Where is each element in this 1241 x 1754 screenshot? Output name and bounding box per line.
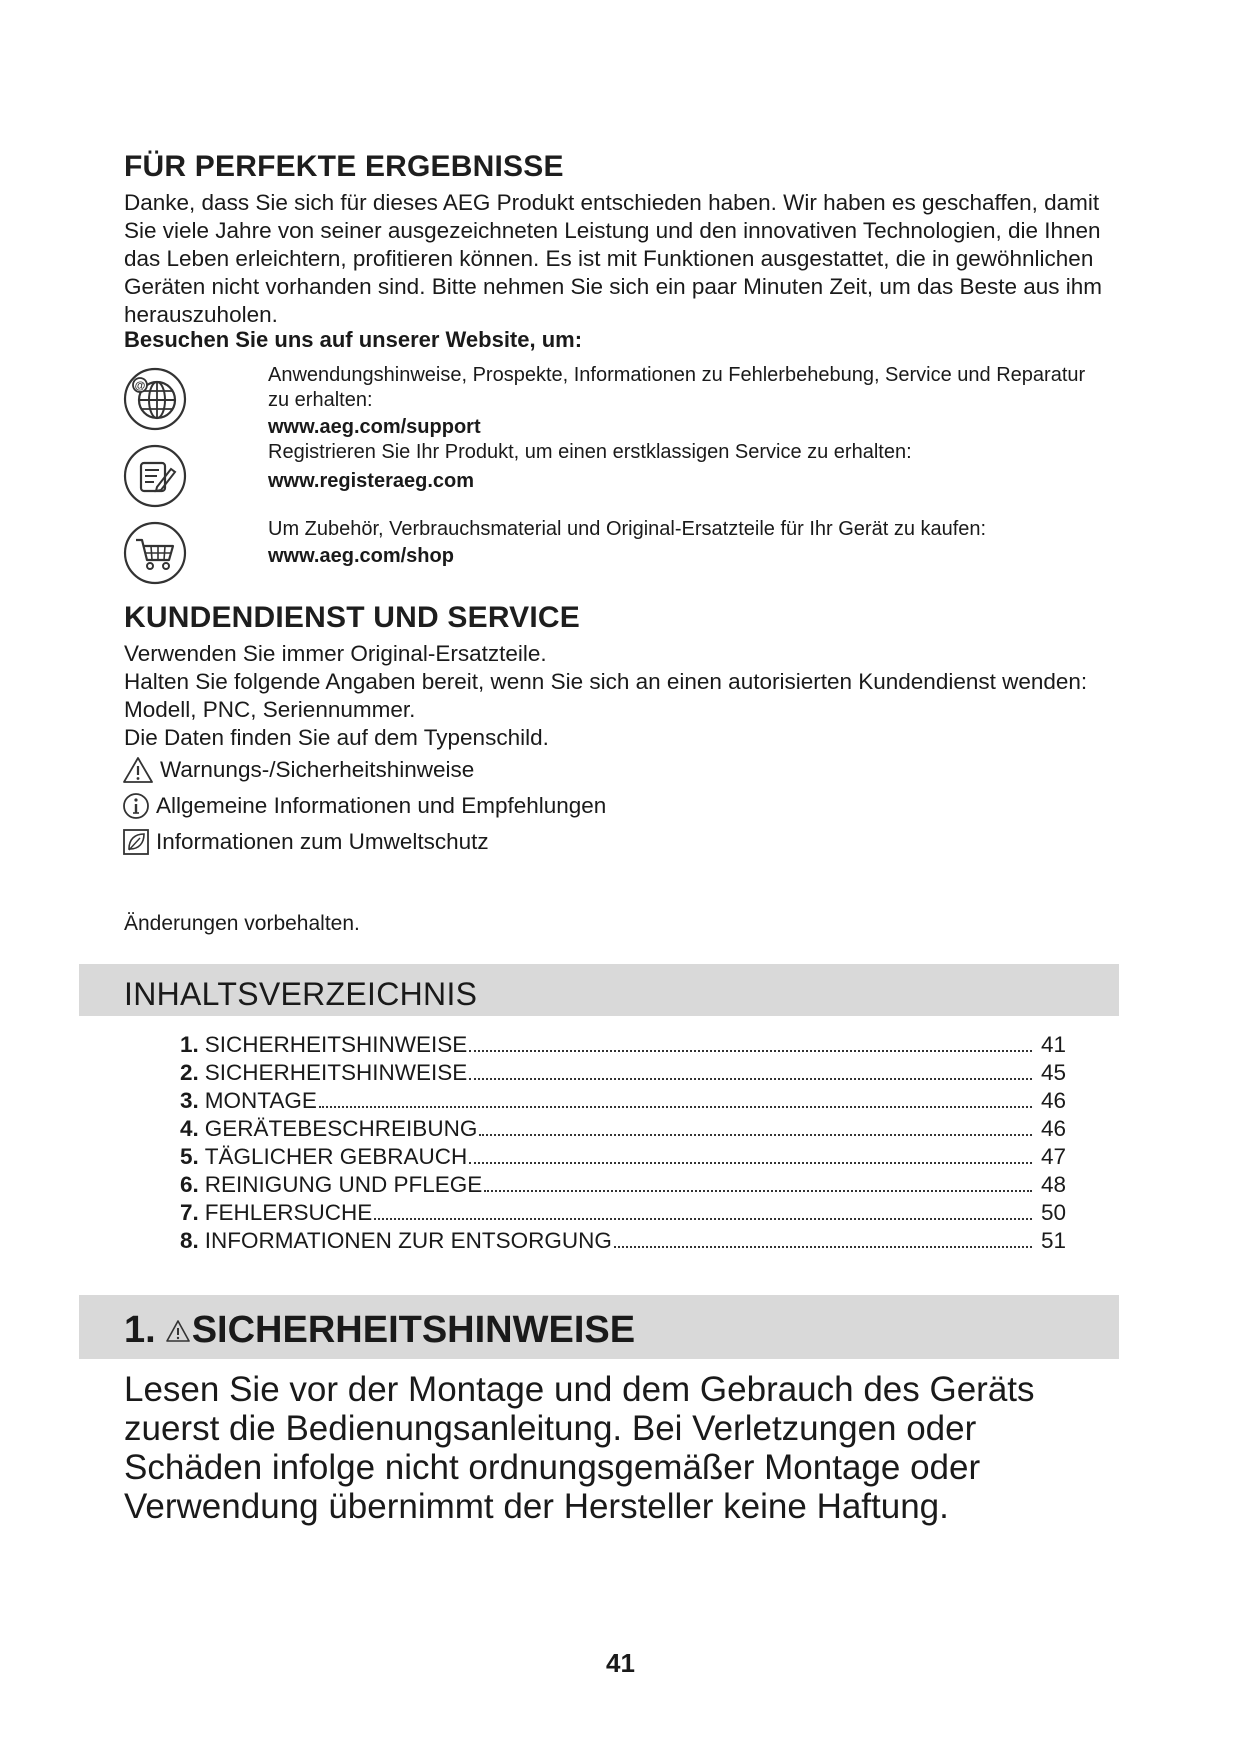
toc-entry-page: 50 [1040, 1200, 1066, 1225]
intro-paragraph: Danke, dass Sie sich für dieses AEG Produkt entschieden haben. Wir haben es geschaffen, damit Sie viele Jahre von seiner ausgezeichneten Leistung und den innovativen Technologien, die Ihnen das Leben erleichtern, profitieren können. Es ist mit Funktionen ausgestattet, die in gewöhnlichen Geräten nicht vorhanden sind. Bitte nehmen Sie sich ein paar Minuten Zeit, um das Beste aus ihm herauszuholen. [124, 190, 1103, 327]
toc-entry-label: REINIGUNG UND PFLEGE [204, 1172, 483, 1197]
toc-leader [469, 1049, 1032, 1052]
perfect-results-heading: FÜR PERFEKTE ERGEBNISSE [124, 150, 564, 183]
toc-entry-number: 8. [180, 1228, 199, 1253]
toc-entry-number: 3. [180, 1088, 199, 1113]
toc-title: INHALTSVERZEICHNIS [124, 976, 478, 1012]
toc-list [180, 1032, 1066, 1256]
section1-number: 1. [124, 1309, 156, 1351]
toc-leader [469, 1077, 1032, 1080]
toc-entry-number: 4. [180, 1116, 199, 1141]
shop-link[interactable]: www.aeg.com/shop [268, 545, 454, 567]
shop-item [268, 517, 1098, 569]
toc-entry[interactable] [180, 1060, 1066, 1088]
toc-entry-number: 1. [180, 1032, 199, 1057]
register-link[interactable]: www.registeraeg.com [268, 470, 474, 492]
shopping-cart-icon [122, 520, 188, 586]
toc-entry-label: INFORMATIONEN ZUR ENTSORGUNG [204, 1228, 612, 1253]
customer-service-text [124, 640, 1124, 752]
toc-entry[interactable] [180, 1228, 1066, 1256]
legend-warning-label: Warnungs-/Sicherheitshinweise [160, 757, 475, 782]
warning-icon [122, 756, 154, 784]
customer-service-heading: KUNDENDIENST UND SERVICE [124, 601, 580, 634]
globe-icon [122, 366, 188, 432]
toc-entry-page: 45 [1040, 1060, 1066, 1085]
toc-leader [484, 1189, 1032, 1192]
register-icon [122, 443, 188, 509]
toc-entry-label: SICHERHEITSHINWEISE [204, 1032, 468, 1057]
section1-heading [124, 1309, 635, 1352]
toc-leader [614, 1245, 1032, 1248]
toc-entry-label: TÄGLICHER GEBRAUCH [204, 1144, 468, 1169]
register-text: Registrieren Sie Ihr Produkt, um einen erstklassigen Service zu erhalten: [268, 441, 912, 463]
shop-text: Um Zubehör, Verbrauchsmaterial und Original-Ersatzteile für Ihr Gerät zu kaufen: [268, 518, 987, 540]
toc-leader [374, 1217, 1032, 1220]
toc-entry-page: 41 [1040, 1032, 1066, 1057]
toc-entry-label: SICHERHEITSHINWEISE [204, 1060, 468, 1085]
toc-leader [319, 1105, 1032, 1108]
toc-entry[interactable] [180, 1200, 1066, 1228]
support-text: Anwendungshinweise, Prospekte, Informationen zu Fehlerbehebung, Service und Reparatur zu erhalten: [268, 364, 1086, 411]
service-line-2: Halten Sie folgende Angaben bereit, wenn Sie sich an einen autorisierten Kundendienst wenden: Modell, PNC, Seriennummer. [124, 669, 1088, 722]
toc-entry-page: 46 [1040, 1088, 1066, 1113]
legend-info [122, 790, 606, 822]
service-line-3: Die Daten finden Sie auf dem Typenschild. [124, 725, 549, 750]
website-prompt: Besuchen Sie uns auf unserer Website, um: [124, 327, 583, 352]
warning-icon [166, 1319, 190, 1343]
toc-entry[interactable] [180, 1172, 1066, 1200]
toc-entry-number: 6. [180, 1172, 199, 1197]
legend-environment-label: Informationen zum Umweltschutz [156, 829, 489, 854]
toc-entry[interactable] [180, 1144, 1066, 1172]
toc-entry-number: 7. [180, 1200, 199, 1225]
legend-info-label: Allgemeine Informationen und Empfehlungen [156, 793, 607, 818]
toc-entry-page: 47 [1040, 1144, 1066, 1169]
toc-entry[interactable] [180, 1088, 1066, 1116]
info-icon [122, 792, 150, 820]
toc-entry-number: 2. [180, 1060, 199, 1085]
changes-note: Änderungen vorbehalten. [124, 912, 360, 935]
section1-body: Lesen Sie vor der Montage und dem Gebrauch des Geräts zuerst die Bedienungsanleitung. Bei Verletzungen oder Schäden infolge nicht ordnungsgemäßer Montage oder Verwendung übernimmt der Hersteller keine Haftung. [124, 1370, 1035, 1526]
page-number: 41 [606, 1648, 635, 1678]
toc-entry-label: MONTAGE [204, 1088, 317, 1113]
toc-entry-label: FEHLERSUCHE [204, 1200, 373, 1225]
section1-title: SICHERHEITSHINWEISE [191, 1309, 636, 1351]
toc-entry[interactable] [180, 1116, 1066, 1144]
legend-warning [122, 754, 474, 786]
support-link[interactable]: www.aeg.com/support [268, 416, 481, 438]
toc-leader [469, 1161, 1032, 1164]
toc-entry-label: GERÄTEBESCHREIBUNG [204, 1116, 478, 1141]
svg-text:@: @ [134, 380, 146, 392]
legend-environment [122, 826, 489, 858]
toc-entry-page: 48 [1040, 1172, 1066, 1197]
toc-entry-page: 51 [1040, 1228, 1066, 1253]
register-item [268, 440, 1098, 494]
service-line-1: Verwenden Sie immer Original-Ersatzteile. [124, 641, 547, 666]
toc-entry[interactable] [180, 1032, 1066, 1060]
toc-entry-page: 46 [1040, 1116, 1066, 1141]
leaf-icon [122, 828, 150, 856]
toc-leader [479, 1133, 1032, 1136]
toc-entry-number: 5. [180, 1144, 199, 1169]
support-item [268, 363, 1098, 440]
